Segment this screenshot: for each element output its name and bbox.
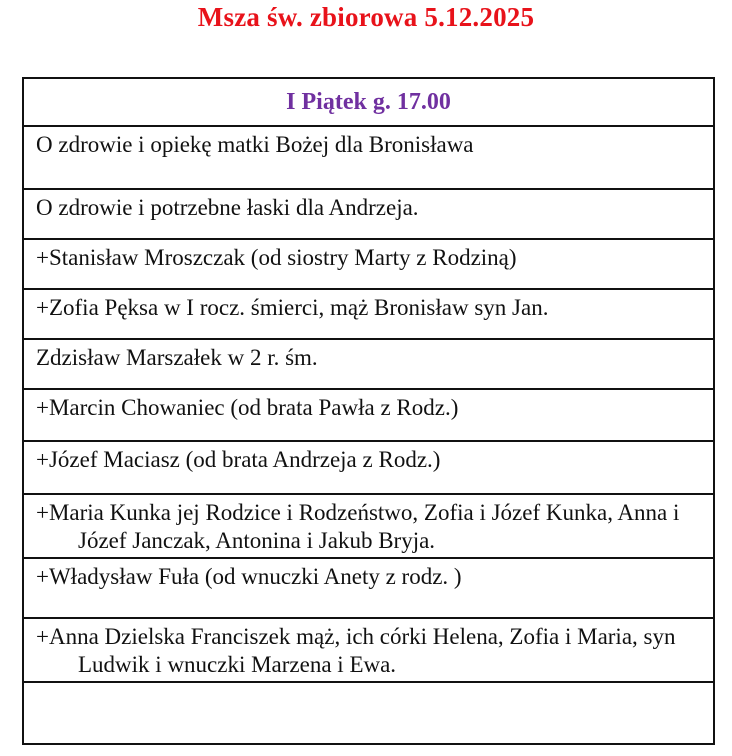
table-cell [23, 389, 714, 441]
table-row [23, 126, 714, 189]
table-cell [23, 494, 714, 558]
table-row [23, 441, 714, 494]
intention-text: +Stanisław Mroszczak (od siostry Marty z Rodziną) [36, 245, 517, 270]
table-row [23, 239, 714, 289]
intention-text [36, 683, 713, 687]
table-cell [23, 189, 714, 239]
table-cell [23, 441, 714, 494]
intention-text: O zdrowie i opiekę matki Bożej dla Bronisława [36, 132, 474, 157]
table-cell [23, 239, 714, 289]
table-row [23, 389, 714, 441]
intention-text: +Anna Dzielska Franciszek mąż, ich córki Helena, Zofia i Maria, syn Ludwik i wnuczki Marzena i Ewa. [36, 624, 676, 677]
intention-text: +Marcin Chowaniec (od brata Pawła z Rodz.) [36, 395, 459, 420]
table-row [23, 494, 714, 558]
table-row [23, 618, 714, 682]
table-cell [23, 682, 714, 744]
table-row [23, 289, 714, 339]
table-header: I Piątek g. 17.00 [23, 78, 714, 126]
table-row [23, 189, 714, 239]
table-header-row [23, 78, 714, 126]
intention-text: +Maria Kunka jej Rodzice i Rodzeństwo, Zofia i Józef Kunka, Anna i Józef Janczak, Antonina i Jakub Bryja. [36, 500, 680, 553]
intention-text: +Józef Maciasz (od brata Andrzeja z Rodz.) [36, 447, 441, 472]
intention-text: +Zofia Pęksa w I rocz. śmierci, mąż Bronisław syn Jan. [36, 295, 549, 320]
table-row [23, 682, 714, 744]
table-cell [23, 558, 714, 618]
mass-intentions-table [22, 77, 715, 745]
table-cell [23, 618, 714, 682]
page-title: Msza św. zbiorowa 5.12.2025 [197, 2, 535, 32]
intention-text: Zdzisław Marszałek w 2 r. śm. [36, 345, 318, 370]
table-cell [23, 289, 714, 339]
table-cell [23, 126, 714, 189]
table-row [23, 558, 714, 618]
intention-text: +Władysław Fuła (od wnuczki Anety z rodz. ) [36, 564, 462, 589]
intention-text: O zdrowie i potrzebne łaski dla Andrzeja. [36, 195, 419, 220]
table-cell [23, 339, 714, 389]
table-row [23, 339, 714, 389]
